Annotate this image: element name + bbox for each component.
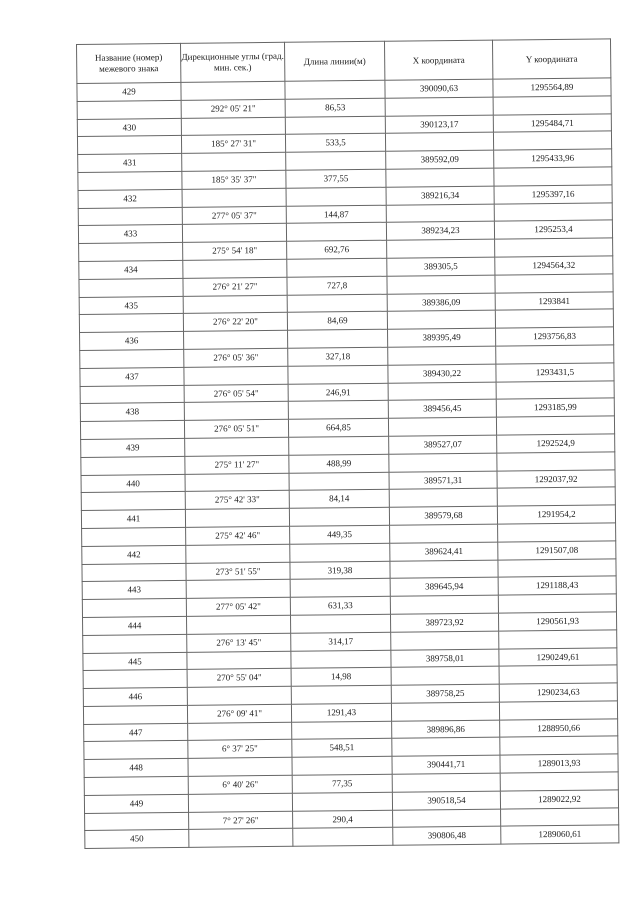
empty-cell [494,167,612,186]
directional-angle-cell: 6° 37' 25" [188,740,292,759]
x-coordinate-cell: 389896,86 [392,720,500,739]
x-coordinate-cell: 389624,41 [390,542,498,561]
mark-name-cell: 446 [83,687,187,706]
empty-cell [496,416,614,435]
empty-cell [390,560,498,579]
x-coordinate-cell: 390090,63 [385,79,493,98]
header-line-length: Длина линии(м) [284,41,384,81]
empty-cell [501,808,619,827]
y-coordinate-cell: 1293756,83 [495,327,613,346]
mark-name-cell: 448 [84,759,188,778]
empty-cell [385,97,493,116]
x-coordinate-cell: 389571,31 [389,471,497,490]
empty-cell [495,238,613,257]
empty-cell [79,278,183,297]
empty-cell [393,809,501,828]
x-coordinate-cell: 389758,01 [391,649,499,668]
empty-cell [495,309,613,328]
empty-cell [181,117,285,136]
mark-name-cell: 439 [81,438,185,457]
empty-cell [386,168,494,187]
mark-name-cell: 449 [84,794,188,813]
empty-cell [290,543,390,562]
empty-cell [387,239,495,258]
line-length-cell: 449,35 [290,525,390,544]
directional-angle-cell: 276° 13' 45" [187,633,291,652]
empty-cell [186,544,290,563]
directional-angle-cell: 275° 54' 18" [183,241,287,260]
line-length-cell: 548,51 [292,739,392,758]
header-mark-name: Название (номер) межевого знака [77,43,181,83]
mark-name-cell: 429 [77,82,181,101]
empty-cell [287,294,387,313]
empty-cell [186,615,290,634]
directional-angle-cell: 275° 42' 46" [186,526,290,545]
empty-cell [387,310,495,329]
empty-cell [82,598,186,617]
empty-cell [289,472,389,491]
y-coordinate-cell: 1295484,71 [493,113,611,132]
empty-cell [189,829,293,848]
empty-cell [286,223,386,242]
y-coordinate-cell: 1294564,32 [495,256,613,275]
y-coordinate-cell: 1293841 [495,291,613,310]
line-length-cell: 144,87 [286,205,386,224]
mark-name-cell: 435 [79,296,183,315]
empty-cell [83,634,187,653]
empty-cell [183,259,287,278]
empty-cell [84,776,188,795]
empty-cell [497,452,615,471]
empty-cell [292,792,392,811]
line-length-cell: 84,69 [287,312,387,331]
empty-cell [498,523,616,542]
y-coordinate-cell: 1292524,9 [497,434,615,453]
x-coordinate-cell: 389758,25 [391,684,499,703]
directional-angle-cell: 292° 05' 21" [181,99,285,118]
empty-cell [85,812,189,831]
header-y-coordinate: Y координата [492,39,610,79]
x-coordinate-cell: 389216,34 [386,186,494,205]
empty-cell [285,80,385,99]
empty-cell [292,757,392,776]
empty-cell [389,488,497,507]
mark-name-cell: 432 [78,189,182,208]
line-length-cell: 77,35 [292,774,392,793]
directional-angle-cell: 276° 05' 54" [184,384,288,403]
empty-cell [79,314,183,333]
empty-cell [186,580,290,599]
mark-name-cell: 450 [85,830,189,849]
header-directional-angles: Дирекционные углы (град. мин. сек.) [180,42,284,82]
mark-name-cell: 438 [80,403,184,422]
directional-angle-cell: 276° 21' 27" [183,277,287,296]
y-coordinate-cell: 1295433,96 [494,149,612,168]
line-length-cell: 314,17 [291,632,391,651]
empty-cell [289,507,389,526]
empty-cell [188,758,292,777]
mark-name-cell: 433 [78,225,182,244]
empty-cell [388,346,496,365]
y-coordinate-cell: 1290234,63 [499,683,617,702]
empty-cell [390,524,498,543]
y-coordinate-cell: 1290561,93 [498,612,616,631]
y-coordinate-cell: 1293185,99 [496,398,614,417]
line-length-cell: 1291,43 [291,703,391,722]
y-coordinate-cell: 1288950,66 [500,719,618,738]
directional-angle-cell: 276° 05' 36" [184,348,288,367]
line-length-cell: 14,98 [291,668,391,687]
empty-cell [82,563,186,582]
y-coordinate-cell: 1289013,93 [500,754,618,773]
line-length-cell: 664,85 [288,418,388,437]
empty-cell [77,136,181,155]
empty-cell [385,133,493,152]
empty-cell [499,701,617,720]
directional-angle-cell: 7° 27' 26" [189,811,293,830]
y-coordinate-cell: 1289022,92 [500,790,618,809]
empty-cell [185,473,289,492]
empty-cell [286,187,386,206]
empty-cell [183,295,287,314]
mark-name-cell: 445 [83,652,187,671]
mark-name-cell: 430 [77,118,181,137]
y-coordinate-cell: 1293431,5 [496,363,614,382]
y-coordinate-cell: 1295397,16 [494,185,612,204]
empty-cell [387,275,495,294]
empty-cell [187,686,291,705]
empty-cell [184,366,288,385]
directional-angle-cell: 270° 55' 04" [187,669,291,688]
directional-angle-cell: 276° 05' 51" [184,419,288,438]
y-coordinate-cell: 1291954,2 [497,505,615,524]
directional-angle-cell: 276° 22' 20" [183,313,287,332]
mark-name-cell: 440 [81,474,185,493]
empty-cell [390,595,498,614]
empty-cell [290,579,390,598]
empty-cell [80,385,184,404]
line-length-cell: 246,91 [288,383,388,402]
line-length-cell: 377,55 [286,169,386,188]
empty-cell [493,131,611,150]
empty-cell [391,666,499,685]
empty-cell [391,631,499,650]
empty-cell [285,116,385,135]
directional-angle-cell: 277° 05' 37" [182,206,286,225]
empty-cell [499,630,617,649]
empty-cell [498,594,616,613]
empty-cell [82,527,186,546]
x-coordinate-cell: 389430,22 [388,364,496,383]
empty-cell [392,773,500,792]
mark-name-cell: 447 [84,723,188,742]
empty-cell [392,738,500,757]
x-coordinate-cell: 389395,49 [388,328,496,347]
x-coordinate-cell: 390123,17 [385,115,493,134]
mark-name-cell: 444 [83,616,187,635]
line-length-cell: 631,33 [290,596,390,615]
empty-cell [81,456,185,475]
empty-cell [185,437,289,456]
empty-cell [184,402,288,421]
empty-cell [288,365,388,384]
x-coordinate-cell: 389592,09 [386,150,494,169]
mark-name-cell: 442 [82,545,186,564]
empty-cell [493,96,611,115]
empty-cell [293,828,393,847]
empty-cell [388,382,496,401]
empty-cell [182,152,286,171]
empty-cell [389,453,497,472]
empty-cell [81,492,185,511]
table-body [77,78,619,849]
empty-cell [290,614,390,633]
empty-cell [187,651,291,670]
mark-name-cell: 443 [82,581,186,600]
empty-cell [188,793,292,812]
x-coordinate-cell: 389723,92 [390,613,498,632]
directional-angle-cell: 275° 11' 27" [185,455,289,474]
empty-cell [181,81,285,100]
empty-cell [78,207,182,226]
empty-cell [78,171,182,190]
y-coordinate-cell: 1292037,92 [497,469,615,488]
mark-name-cell: 436 [80,332,184,351]
x-coordinate-cell: 389456,45 [388,399,496,418]
empty-cell [185,508,289,527]
empty-cell [499,665,617,684]
line-length-cell: 488,99 [289,454,389,473]
empty-cell [83,705,187,724]
line-length-cell: 86,53 [285,98,385,117]
empty-cell [188,722,292,741]
directional-angle-cell: 185° 27' 31" [181,135,285,154]
x-coordinate-cell: 389386,09 [387,293,495,312]
empty-cell [291,685,391,704]
empty-cell [495,274,613,293]
empty-cell [288,401,388,420]
y-coordinate-cell: 1295564,89 [493,78,611,97]
line-length-cell: 727,8 [287,276,387,295]
empty-cell [80,421,184,440]
line-length-cell: 692,76 [287,240,387,259]
directional-angle-cell: 6° 40' 26" [188,775,292,794]
x-coordinate-cell: 389645,94 [390,577,498,596]
x-coordinate-cell: 389305,5 [387,257,495,276]
empty-cell [391,702,499,721]
x-coordinate-cell: 389527,07 [389,435,497,454]
empty-cell [83,670,187,689]
mark-name-cell: 441 [81,510,185,529]
line-length-cell: 84,14 [289,490,389,509]
empty-cell [79,243,183,262]
empty-cell [496,380,614,399]
directional-angle-cell: 277° 05' 42" [186,597,290,616]
empty-cell [80,349,184,368]
empty-cell [497,487,615,506]
y-coordinate-cell: 1290249,61 [499,647,617,666]
header-x-coordinate: X координата [384,40,492,80]
y-coordinate-cell: 1295253,4 [494,220,612,239]
empty-cell [287,258,387,277]
mark-name-cell: 431 [78,154,182,173]
y-coordinate-cell: 1291507,08 [498,541,616,560]
empty-cell [182,224,286,243]
line-length-cell: 533,5 [285,134,385,153]
y-coordinate-cell: 1289060,61 [501,825,619,844]
empty-cell [288,329,388,348]
x-coordinate-cell: 390518,54 [392,791,500,810]
empty-cell [494,202,612,221]
x-coordinate-cell: 390441,71 [392,755,500,774]
directional-angle-cell: 275° 42' 33" [185,491,289,510]
empty-cell [291,650,391,669]
directional-angle-cell: 276° 09' 41" [187,704,291,723]
empty-cell [500,736,618,755]
line-length-cell: 319,38 [290,561,390,580]
y-coordinate-cell: 1291188,43 [498,576,616,595]
boundary-marks-table [76,38,619,849]
empty-cell [289,436,389,455]
directional-angle-cell: 273° 51' 55" [186,562,290,581]
x-coordinate-cell: 389579,68 [389,506,497,525]
line-length-cell: 327,18 [288,347,388,366]
empty-cell [184,330,288,349]
empty-cell [292,721,392,740]
table-header-row [77,39,611,84]
empty-cell [388,417,496,436]
empty-cell [496,345,614,364]
empty-cell [286,151,386,170]
empty-cell [500,772,618,791]
empty-cell [498,558,616,577]
line-length-cell: 290,4 [293,810,393,829]
empty-cell [386,204,494,223]
mark-name-cell: 434 [79,260,183,279]
directional-angle-cell: 185° 35' 37" [182,170,286,189]
empty-cell [77,100,181,119]
x-coordinate-cell: 390806,48 [393,827,501,846]
empty-cell [84,741,188,760]
mark-name-cell: 437 [80,367,184,386]
x-coordinate-cell: 389234,23 [386,222,494,241]
empty-cell [182,188,286,207]
